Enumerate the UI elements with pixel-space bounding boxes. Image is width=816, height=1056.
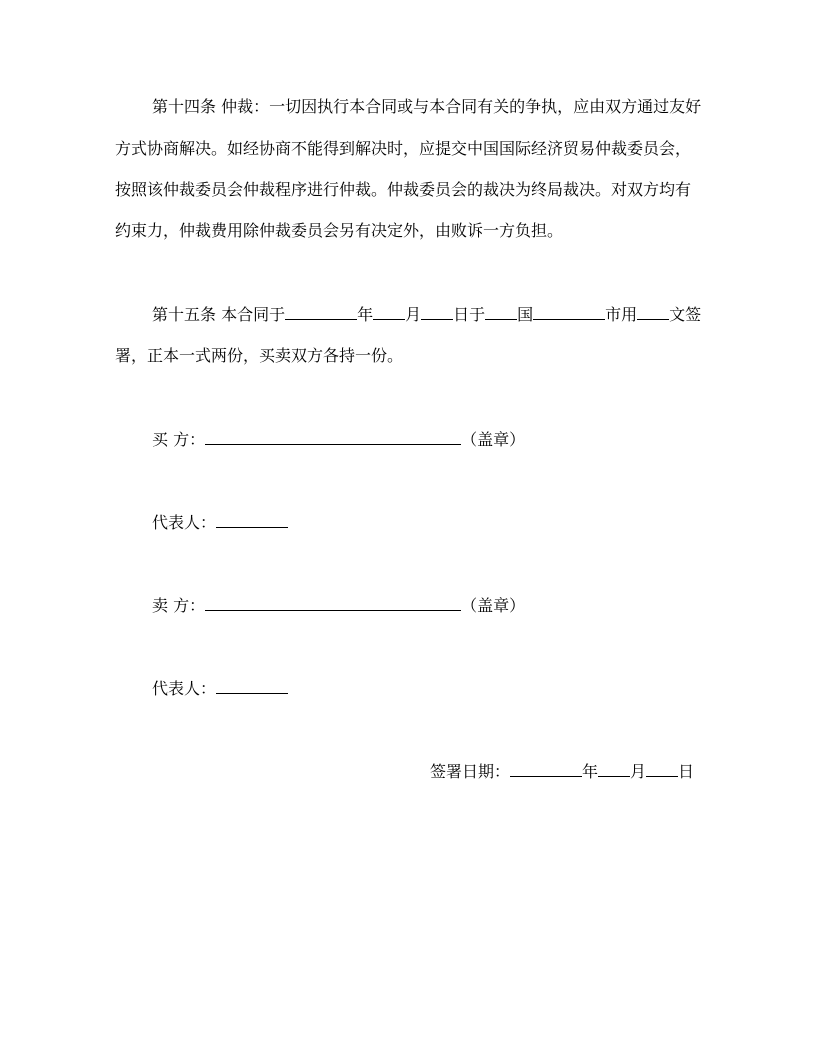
article15-day-at: 日于 — [453, 305, 486, 324]
buyer-rep-line — [152, 510, 288, 534]
buyer-line — [152, 427, 525, 451]
article14-line2: 方式协商解决。如经协商不能得到解决时，应提交中国国际经济贸易仲裁委员会， — [115, 139, 692, 158]
article15-month: 月 — [405, 305, 422, 324]
language-blank[interactable] — [637, 302, 669, 320]
month-blank[interactable] — [373, 302, 405, 320]
buyer-label: 买 方： — [152, 430, 206, 449]
article15-country: 国 — [517, 305, 534, 324]
buyer-rep-label: 代表人： — [152, 513, 217, 532]
seller-line — [152, 593, 525, 617]
article14-line4: 约束力，仲裁费用除仲裁委员会另有决定外，由败诉一方负担。 — [115, 221, 564, 240]
signing-year-blank[interactable] — [510, 759, 582, 777]
seller-rep-label: 代表人： — [152, 679, 217, 698]
city-blank[interactable] — [533, 302, 605, 320]
day-blank[interactable] — [421, 302, 453, 320]
article15-line1 — [152, 302, 701, 326]
article15-lang-sign: 文签 — [669, 305, 702, 324]
article15-year: 年 — [357, 305, 374, 324]
buyer-name-blank[interactable] — [205, 427, 461, 445]
seller-rep-blank[interactable] — [216, 676, 288, 694]
signing-date-line — [430, 759, 694, 783]
buyer-seal: （盖章） — [461, 430, 526, 449]
signing-day: 日 — [677, 762, 694, 781]
signing-year: 年 — [581, 762, 598, 781]
signing-day-blank[interactable] — [646, 759, 678, 777]
article14-line1: 第十四条 仲裁：一切因执行本合同或与本合同有关的争执，应由双方通过友好 — [152, 97, 702, 116]
year-blank[interactable] — [285, 302, 357, 320]
seller-rep-line — [152, 676, 288, 700]
article15-city-use: 市用 — [605, 305, 638, 324]
seller-seal: （盖章） — [461, 596, 526, 615]
article15-prefix: 第十五条 本合同于 — [152, 305, 286, 324]
buyer-rep-blank[interactable] — [216, 510, 288, 528]
signing-month: 月 — [629, 762, 646, 781]
country-blank[interactable] — [485, 302, 517, 320]
seller-label: 卖 方： — [152, 596, 206, 615]
seller-name-blank[interactable] — [205, 593, 461, 611]
signing-date-label: 签署日期： — [429, 762, 510, 781]
signing-month-blank[interactable] — [598, 759, 630, 777]
article14-line3: 按照该仲裁委员会仲裁程序进行仲裁。仲裁委员会的裁决为终局裁决。对双方均有 — [115, 180, 692, 199]
article15-line2: 署，正本一式两份，买卖双方各持一份。 — [115, 346, 404, 365]
